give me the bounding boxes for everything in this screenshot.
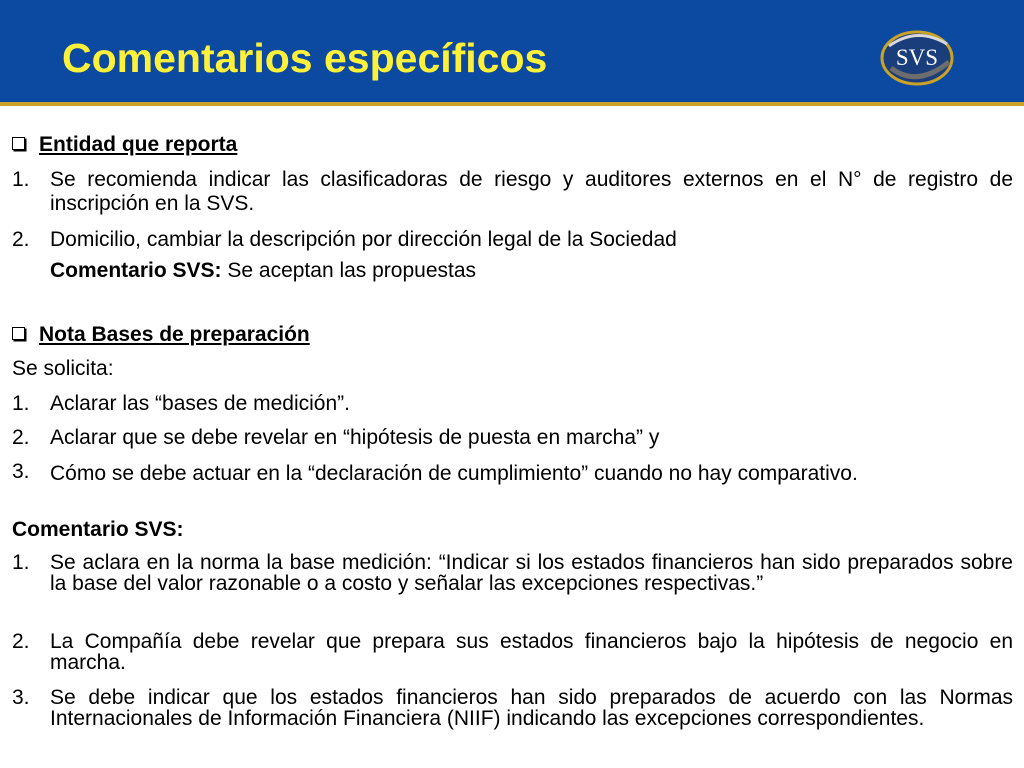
list-number: 3. bbox=[12, 460, 30, 483]
list-item: La Compañía debe revelar que prepara sus estados financieros bajo la hipótesis de negocio en marcha. bbox=[50, 630, 1013, 674]
logo-text: SVS bbox=[895, 45, 939, 70]
list-item: Se aclara en la norma la base medición: “Indicar si los estados financieros han sido preparados sobre la base del valor razonable o a costo y señalar las excepciones respectivas.” bbox=[50, 551, 1013, 595]
checkbox-bullet-icon bbox=[12, 327, 25, 340]
page-title: Comentarios específicos bbox=[62, 35, 548, 81]
section-heading: Entidad que reporta bbox=[39, 133, 238, 156]
list-number: 1. bbox=[12, 392, 30, 415]
list-item: Domicilio, cambiar la descripción por dirección legal de la Sociedad bbox=[50, 228, 677, 251]
comment-label: Comentario SVS: bbox=[50, 259, 222, 282]
section-entidad bbox=[12, 133, 237, 157]
intro-text: Se solicita: bbox=[12, 357, 114, 380]
list-item: Aclarar que se debe revelar en “hipótesis de puesta en marcha” y bbox=[50, 426, 660, 449]
list-number: 1. bbox=[12, 168, 30, 191]
section-heading: Nota Bases de preparación bbox=[39, 323, 310, 346]
list-number: 2. bbox=[12, 228, 30, 251]
comment-heading: Comentario SVS: bbox=[12, 518, 184, 541]
list-item: Se recomienda indicar las clasificadoras de riesgo y auditores externos en el N° de registro de inscripción en la SVS. bbox=[50, 168, 1013, 215]
list-number: 1. bbox=[12, 551, 30, 574]
list-item: Aclarar las “bases de medición”. bbox=[50, 392, 350, 415]
list-item: Cómo se debe actuar en la “declaración de cumplimiento” cuando no hay comparativo. bbox=[50, 462, 858, 485]
list-number: 3. bbox=[12, 686, 30, 709]
comment-text: Se aceptan las propuestas bbox=[221, 259, 477, 282]
svs-comment bbox=[50, 259, 476, 283]
list-item: Se debe indicar que los estados financieros han sido preparados de acuerdo con las Normas Internacionales de Información Financiera (NIIF) indicando las excepciones correspondientes. bbox=[50, 686, 1013, 730]
list-number: 2. bbox=[12, 630, 30, 653]
list-number: 2. bbox=[12, 426, 30, 449]
checkbox-bullet-icon bbox=[12, 137, 25, 150]
section-bases bbox=[12, 323, 310, 347]
